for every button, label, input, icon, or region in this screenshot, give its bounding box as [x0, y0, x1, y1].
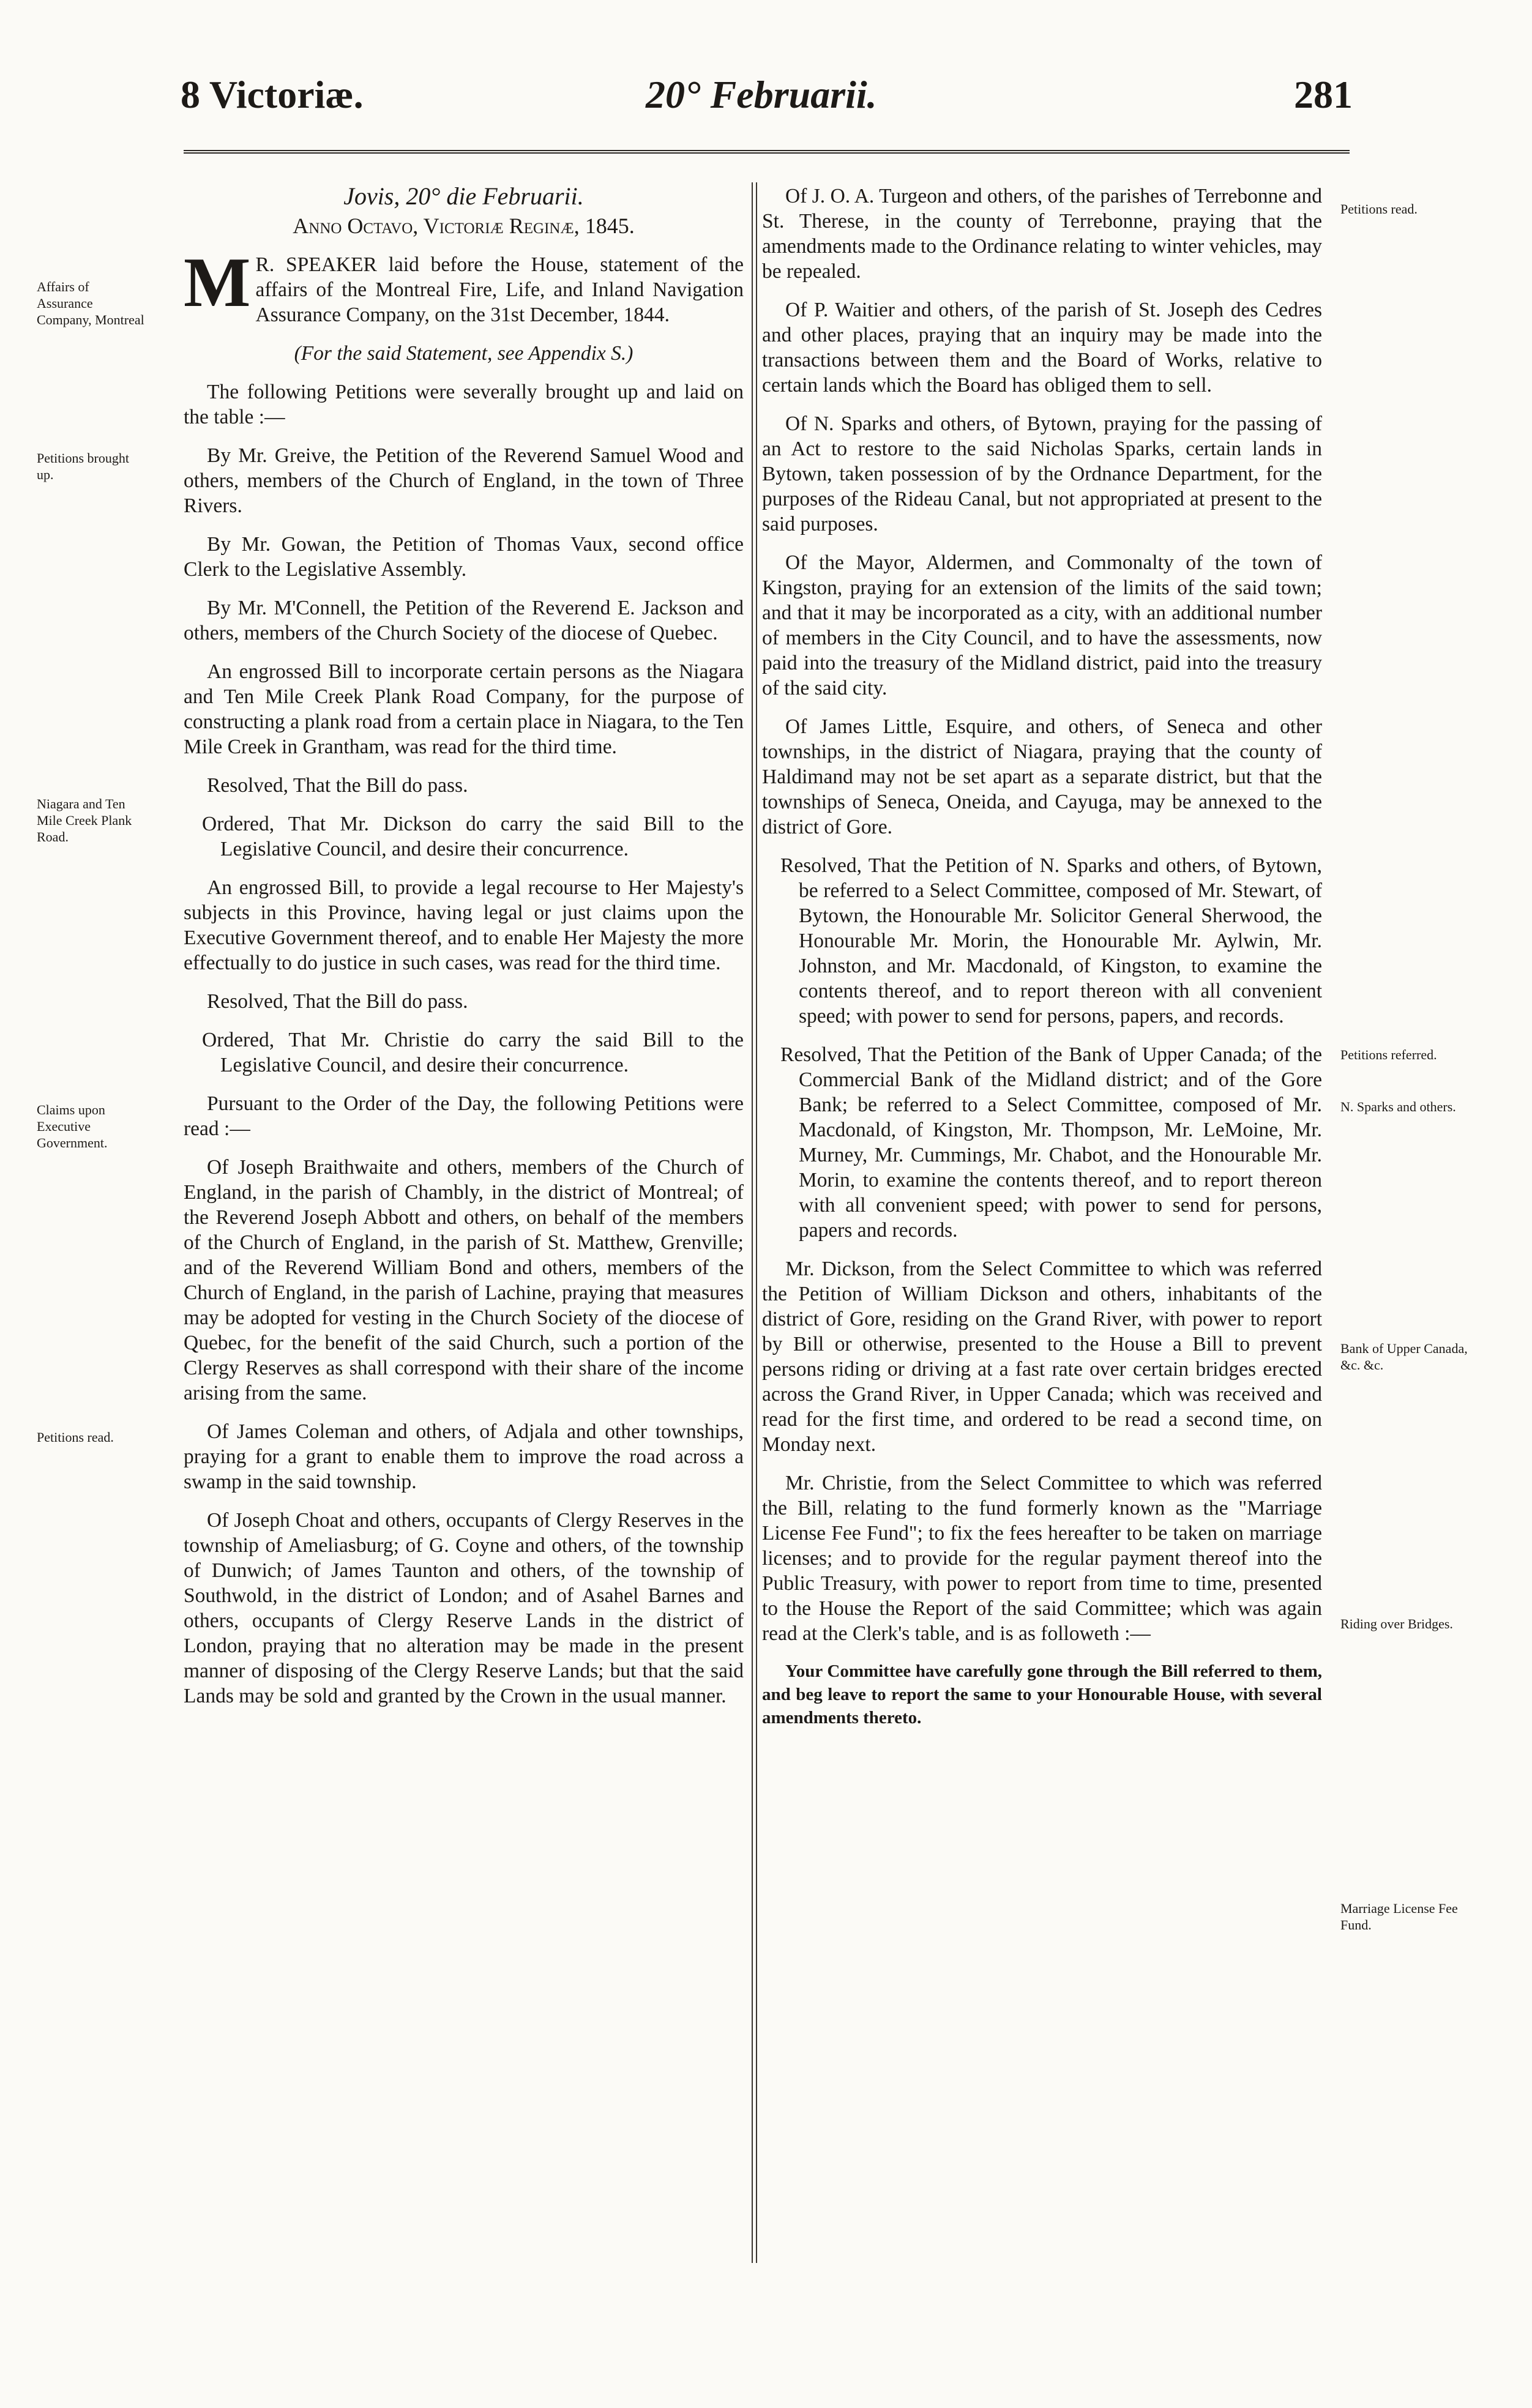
running-header-date: 20° Februarii.: [646, 73, 877, 116]
running-header-left: 8 Victoriæ.: [181, 73, 364, 116]
petition-coleman: Of James Coleman and others, of Adjala and other townships, praying for a grant to enable them to improve the road across a swamp in the said township.: [184, 1420, 744, 1493]
petition-little: Of James Little, Esquire, and others, of Seneca and other townships, in the district of Niagara, praying that the county of Haldimand may not be set apart as a separate district, but that the townships of Seneca, Oneida, and Cayuga, may be annexed to the district of Gore.: [762, 715, 1322, 838]
margin-note-claims: Claims upon Executive Government.: [37, 1102, 108, 1150]
dickson-report: Mr. Dickson, from the Select Committee to which was referred the Petition of William Dickson and others, inhabitants of the district of Gore, residing on the Grand River, with power to report by Bill or otherwise, presented to the House a Bill to prevent persons riding or driving at a fast rate over certain bridges erected across the Grand River, in Upper Canada; which was received and read for the first time, and ordered to be read a second time, on Monday next.: [762, 1258, 1322, 1456]
left-column: [184, 184, 744, 1722]
margin-note-bank: Bank of Upper Canada, &c. &c.: [1340, 1341, 1468, 1373]
resolved-2: Resolved, That the Bill do pass.: [207, 990, 468, 1013]
petition-turgeon: Of J. O. A. Turgeon and others, of the parishes of Terrebonne and St. Therese, in the county of Terrebonne, praying that the amendments made to the Ordinance relating to winter vehicles, may be repealed.: [762, 185, 1322, 283]
petition-choat: Of Joseph Choat and others, occupants of Clergy Reserves in the township of Ameliasburg; of G. Coyne and others, of the township of Dunwich; of James Taunton and others, of the township of Southwold, in the district of London; and of Asahel Barnes and others, occupants of Clergy Reserve Lands in the district of London, praying that no alteration may be made in the present manner of disposing of the Clergy Reserve Lands; but that the said Lands may be sold and granted by the Crown in the usual manner.: [184, 1509, 744, 1707]
bill-niagara: An engrossed Bill to incorporate certain persons as the Niagara and Ten Mile Creek Plank Road Company, for the purpose of constructing a plank road from a certain place in Niagara, to the Ten Mile Creek in Grantham, was read for the third time.: [184, 660, 744, 758]
petition-gowan: By Mr. Gowan, the Petition of Thomas Vaux, second office Clerk to the Legislative Assembly.: [184, 533, 744, 581]
petition-kingston: Of the Mayor, Aldermen, and Commonalty of the town of Kingston, praying for an extension of the limits of the said town; and that it may be incorporated as a city, with an additional number of members in the City Council, and to have the assessments, now paid into the treasury of the Midland district, paid into the treasury of the said city.: [762, 551, 1322, 699]
petition-greive: By Mr. Greive, the Petition of the Reverend Samuel Wood and others, members of the Church of England, in the town of Three Rivers.: [184, 444, 744, 517]
resolved-bank: Resolved, That the Petition of the Bank of Upper Canada; of the Commercial Bank of the Midland district; and of the Gore Bank; be referred to a Select Committee, composed of Mr. Macdonald, of Kingston, Mr. Thompson, Mr. LeMoine, Mr. Murney, Mr. Cummings, Mr. Chabot, and the Honourable Mr. Morin, to examine the contents thereof, and to report thereon with all convenient speed; with power to send for persons, papers and records.: [780, 1043, 1322, 1242]
margin-note-niagara: Niagara and Ten Mile Creek Plank Road.: [37, 796, 132, 844]
statement-note: (For the said Statement, see Appendix S.): [294, 342, 633, 365]
committee-report: Your Committee have carefully gone through the Bill referred to them, and beg leave to report the same to your Honourable House, with several amendments thereto.: [762, 1661, 1322, 1728]
margin-note-sparks: N. Sparks and others.: [1340, 1099, 1456, 1114]
speaker-paragraph: [184, 244, 744, 327]
page-number: 281: [1294, 73, 1353, 116]
resolved-sparks: Resolved, That the Petition of N. Sparks and others, of Bytown, be referred to a Select Committee, composed of Mr. Stewart, of Bytown, the Honourable Mr. Solicitor General Sherwood, the Honourable Mr. Morin, the Honourable Mr. Aylwin, Mr. Johnston, and Mr. Macdonald, of Kingston, to examine the contents thereof, and to report thereon with all convenient speed; with power to send for persons, papers, and records.: [780, 854, 1322, 1027]
running-header: [181, 72, 1353, 140]
margin-note-marriage: Marriage License Fee Fund.: [1340, 1901, 1458, 1933]
margin-note-affairs: Affairs of Assurance Company, Montreal: [37, 279, 144, 327]
ordered-1: Ordered, That Mr. Dickson do carry the said Bill to the Legislative Council, and desire their concurrence.: [202, 813, 744, 860]
order-of-day: Pursuant to the Order of the Day, the following Petitions were read :—: [184, 1092, 744, 1140]
bill-claims: An engrossed Bill, to provide a legal recourse to Her Majesty's subjects in this Province, having legal or just claims upon the Executive Government thereof, and to enable Her Majesty the more effectually to do justice in such cases, was read for the third time.: [184, 876, 744, 974]
petition-waitier: Of P. Waitier and others, of the parish of St. Joseph des Cedres and other places, praying that an inquiry may be made into the transactions between them and the Board of Works, relative to certain lands which the Board has obliged them to sell.: [762, 299, 1322, 397]
margin-note-riding: Riding over Bridges.: [1340, 1616, 1453, 1631]
column-divider: [752, 182, 757, 2263]
header-rule: [184, 150, 1350, 154]
petition-mcconnell: By Mr. M'Connell, the Petition of the Reverend E. Jackson and others, members of the Church Society of the diocese of Quebec.: [184, 597, 744, 644]
petitions-intro: The following Petitions were severally brought up and laid on the table :—: [184, 381, 744, 428]
petition-braithwaite: Of Joseph Braithwaite and others, members of the Church of England, in the parish of Chambly, in the district of Montreal; of the Reverend Joseph Abbott and others, on behalf of the members of the Church of England, in the parish of St. Matthew, Grenville; and of the Reverend William Bond and others, members of the Church of England, in the parish of Lachine, praying that measures may be adopted for vesting in the Church Society of the diocese of Quebec, for the benefit of the said Church, such a portion of the Clergy Reserves as shall correspond with their share of the income arising from the same.: [184, 1156, 744, 1404]
margin-note-petitions-read-right: Petitions read.: [1340, 201, 1418, 217]
drop-cap: M: [184, 244, 251, 322]
anno-line: Anno Octavo, Victoriæ Reginæ, 1845.: [293, 214, 635, 238]
margin-note-petitions-read: Petitions read.: [37, 1430, 114, 1445]
margin-note-petitions-brought: Petitions brought up.: [37, 450, 129, 482]
speaker-paragraph-text: R. SPEAKER laid before the House, statement of the affairs of the Montreal Fire, Life, and Inland Navigation Assurance Company, on the 31st December, 1844.: [255, 253, 744, 326]
day-heading: Jovis, 20° die Februarii.: [343, 182, 584, 210]
ordered-2: Ordered, That Mr. Christie do carry the said Bill to the Legislative Council, and desire their concurrence.: [202, 1029, 744, 1076]
margin-note-petitions-referred: Petitions referred.: [1340, 1047, 1437, 1062]
resolved-1: Resolved, That the Bill do pass.: [207, 774, 468, 797]
christie-report: Mr. Christie, from the Select Committee to which was referred the Bill, relating to the fund formerly known as the "Marriage License Fee Fund"; to fix the fees hereafter to be taken on marriage licenses; and to provide for the regular payment thereof into the Public Treasury, with power to report from time to time, presented to the House the Report of the said Committee; which was again read at the Clerk's table, and is as followeth :—: [762, 1472, 1322, 1645]
right-column: [762, 184, 1322, 1743]
petition-sparks: Of N. Sparks and others, of Bytown, praying for the passing of an Act to restore to the said Nicholas Sparks, certain lands in Bytown, taken possession of by the Ordnance Department, for the purposes of the Rideau Canal, but not appropriated at present to the said purposes.: [762, 412, 1322, 535]
